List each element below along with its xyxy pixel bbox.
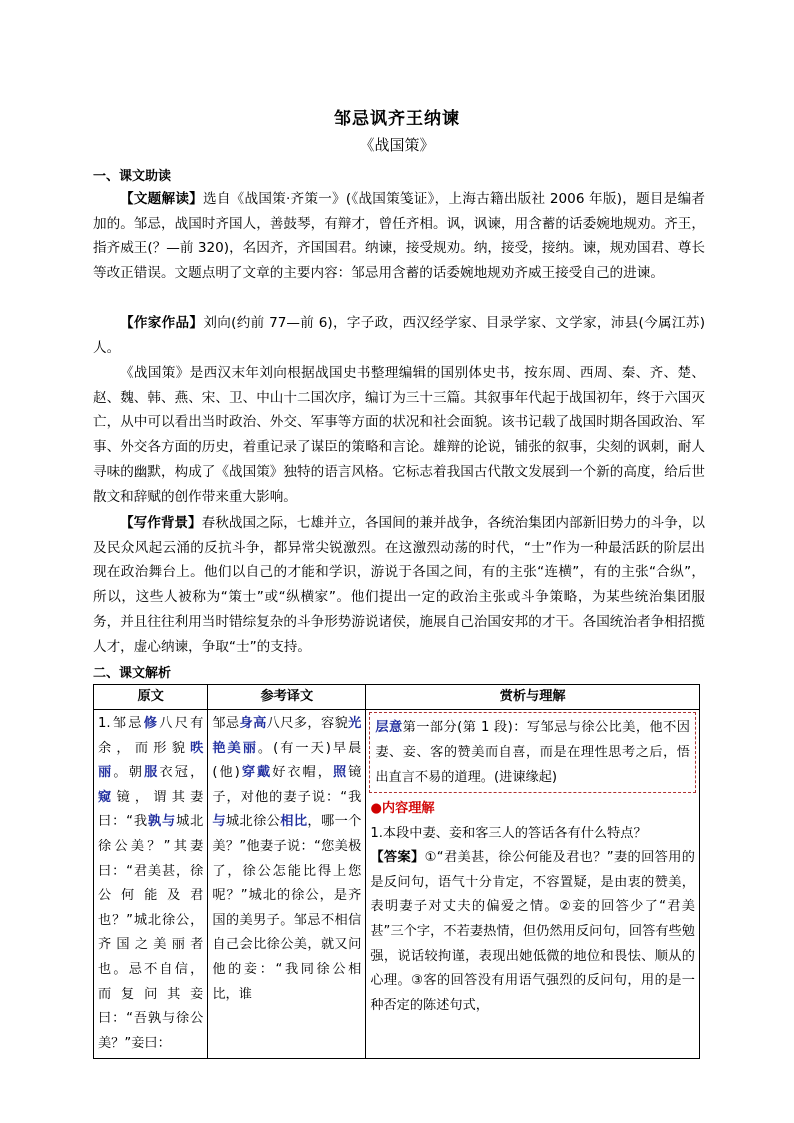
paragraph-author-works	[93, 311, 705, 360]
paragraph-book-intro: 《战国策》是西汉末年刘向根据战国史书整理编辑的国别体史书，按东周、西周、秦、齐、楚、赵、魏、韩、燕、宋、卫、中山十二国次序，编订为三十三篇。其叙事年代起于战国初年，终于六国灭亡，从中可以看出当时政治、外交、军事等方面的状况和社会面貌。该书记载了战国时期各国政治、军事、外交各方面的历史，着重记录了谋臣的策略和言论。雄辩的论说，铺张的叙事，尖刻的讽刺，耐人寻味的幽默，构成了《战国策》独特的语言风格。它标志着我国古代散文发展到一个新的高度，给后世散文和辞赋的创作带来重大影响。	[93, 365, 705, 505]
table-row	[94, 710, 700, 1059]
keyword: 穿戴	[239, 765, 273, 781]
keyword: 服	[144, 765, 160, 781]
keyword: 光艳美丽	[212, 716, 362, 756]
keyword: 修	[143, 716, 160, 731]
header-translation: 参考译文	[208, 685, 366, 710]
keyword: 窥	[98, 789, 117, 805]
layer-meaning-box: 层意第一部分(第 1 段)：写邹忌与徐公比美，他不因妻、妾、客的赞美而自喜，而是在理性思考之后，悟出直言不易的道理。(进谏缘起)	[369, 712, 696, 793]
keyword: 昳丽	[98, 740, 204, 781]
question-text: 1.本段中妻、妾和客三人的答话各有什么特点？	[370, 825, 647, 841]
analysis-cell	[366, 710, 700, 1059]
header-analysis: 赏析与理解	[366, 685, 700, 710]
layer-meaning-tag: 层意	[375, 720, 403, 735]
table-header-row	[94, 685, 700, 710]
header-original: 原文	[94, 685, 208, 710]
paragraph-text: 春秋战国之际，七雄并立，各国间的兼并战争，各统治集团内部新旧势力的斗争，以及民众风起云涌的反抗斗争，都异常尖锐激烈。在这激烈动荡的时代，“士”作为一种最活跃的阶层出现在政治舞台上。他们以自己的才能和学识，游说于各国之间，有的主张“连横”，有的主张“合纵”，所以，这些人被称为“策士”或“纵横家”。他们提出一定的政治主张或斗争策略，为某些统治集团服务，并且往往利用当时错综复杂的斗争形势游说诸侯，施展自己治国安邦的才干。各国统治者争相招揽人才，虚心纳谏，争取“士”的支持。	[93, 515, 706, 655]
section-heading-1: 一、课文助读	[93, 169, 172, 184]
analysis-table	[93, 684, 700, 1059]
keyword: 与	[212, 814, 226, 830]
keyword: 孰与	[147, 814, 177, 830]
content-understanding-heading: ●内容理解	[370, 801, 435, 816]
page-title: 邹忌讽齐王纳谏	[334, 109, 460, 129]
paragraph-tag: 【作家作品】	[120, 315, 204, 331]
paragraph-tag: 【写作背景】	[120, 515, 202, 531]
answer-tag: 【答案】	[370, 850, 425, 866]
keyword: 照	[332, 765, 349, 781]
paragraph-text: 选自《战国策·齐策一》(《战国策笺证》，上海古籍出版社 2006 年版)，题目是编者加的。邹忌，战国时齐国人，善鼓琴，有辩才，曾任齐相。讽，讽谏，用含蓄的话委婉地规劝。齐王，指齐威王(？—前 320)，名因齐，齐国国君。纳谏，接受规劝。纳，接受，接纳。谏，规劝国君、尊长等改正错误。文题点明了文章的主要内容：邹忌用含蓄的话委婉地规劝齐威王接受自己的进谏。	[93, 191, 705, 282]
paragraph-tag: 【文题解读】	[120, 191, 203, 207]
page-subtitle: 《战国策》	[359, 136, 435, 154]
paragraph-background	[93, 511, 705, 659]
section-heading-2: 二、课文解析	[93, 666, 172, 681]
translation-cell: 邹忌身高八尺多，容貌光艳美丽。(有一天)早晨(他)穿戴好衣帽，照镜子，对他的妻子说：“我与城北徐公相比，哪一个美？”他妻子说：“您美极了，徐公怎能比得上您呢？”城北的徐公，是齐国的美男子。邹忌不相信自己会比徐公美，就又问他的妾：“我同徐公相比，谁	[208, 710, 366, 1059]
answer-text: 【答案】①“君美甚，徐公何能及君也？”妻的回答用的是反问句，语气十分肯定，不容置疑，是由衷的赞美，表明妻子对丈夫的偏爱之情。②妾的回答少了“君美甚”三个字，不若妻热情，但仍然用反问句，回答有些勉强，说话较拘谨，表现出她低微的地位和畏怯、顺从的心理。③客的回答没有用语气强烈的反问句，用的是一种否定的陈述句式，	[370, 850, 695, 1013]
keyword: 相比	[280, 814, 308, 830]
paragraph-title-interpretation	[93, 187, 705, 286]
original-text-cell: 1.邹忌修八尺有余，而形貌昳丽。朝服衣冠，窥镜，谓其妻曰：“我孰与城北徐公美？”其妻曰：“君美甚，徐公何能及君也？”城北徐公，齐国之美丽者也。忌不自信，而复问其妾曰：“吾孰与徐公美？”妾曰：	[94, 710, 208, 1059]
keyword: 身高	[239, 716, 267, 731]
paragraph-text: 刘向(约前 77—前 6)，字子政，西汉经学家、目录学家、文学家，沛县(今属江苏)人。	[93, 315, 705, 356]
